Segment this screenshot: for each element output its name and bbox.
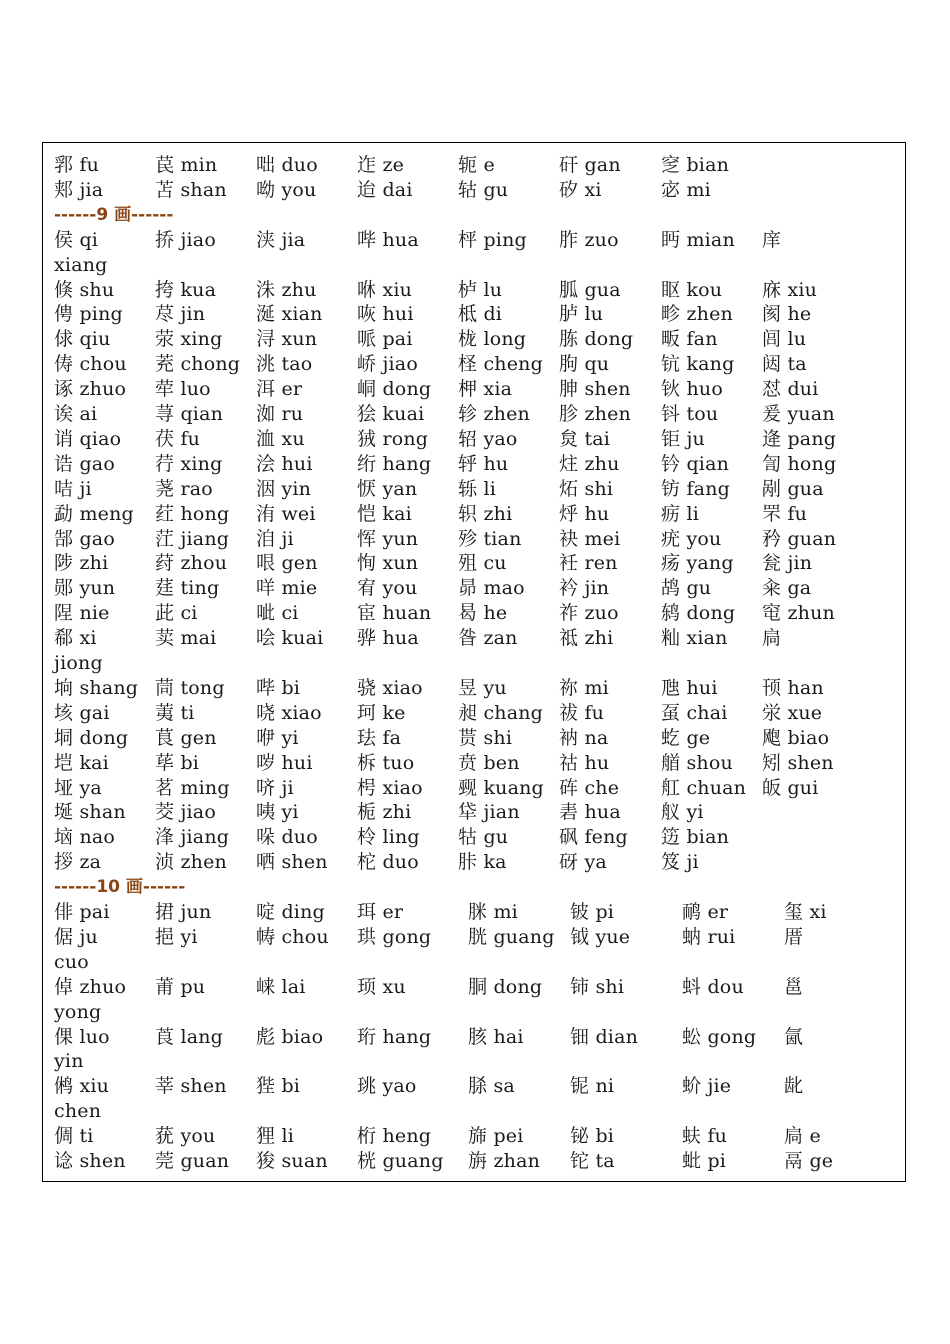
char-entry: 帱 chou [256,925,329,948]
char-entry: 荑 ti [155,701,195,724]
char-entry: 恺 kai [357,502,412,525]
char-entry: 荨 qian [155,403,224,425]
char-entry: 哜 ji [256,776,294,799]
char-entry: 疬 li [661,502,699,525]
char-entry: 铈 shi [570,975,625,998]
char-entry: 宦 huan [357,602,432,625]
char-entry: 轵 zhi [458,502,513,525]
char-entry: 砉 hua [559,801,621,824]
char-entry: 俅 qiu [54,328,111,351]
char-entry: 咭 ji [54,477,92,500]
char-entry: 茭 jiao [155,801,216,824]
char-entry: 郏 jia [54,178,104,201]
char-entry: 贳 shi [458,726,513,749]
char-entry: 朐 qu [559,353,610,376]
char-entry: 訇 hong [762,452,837,475]
char-entry: 栀 zhi [357,801,412,824]
char-entry: 咴 hui [357,303,414,326]
char-entry: 莨 lang [155,1025,224,1048]
char-entry: 畈 fan [661,328,718,351]
char-entry: 哕 hui [256,751,313,774]
char-entry: 贲 ben [458,751,520,774]
char-entry: 胴 dong [468,975,543,998]
char-entry: 挎 kua [155,278,217,301]
char-entry: 轸 zhen [458,403,530,425]
char-entry: 茺 chong [155,353,241,376]
char-entry: 衿 jin [559,577,610,600]
char-entry: 捃 jun [155,901,212,923]
char-entry: 浲 jiang [155,826,230,849]
char-entry: 衽 ren [559,552,618,575]
char-entry: 牯 gu [458,826,509,849]
char-entry: 阂 he [762,303,812,326]
char-entry: 拶 za [54,851,102,874]
char-entry: 爰 yuan [762,403,835,425]
char-entry: 胱 guang [468,925,555,948]
char-entry: 鸫 dong [661,602,736,625]
char-entry: 厝 [784,925,804,948]
char-entry: 珥 er [357,901,404,923]
char-entry: 陧 nie [54,602,110,625]
char-entry: 咄 duo [256,154,318,176]
char-entry: 泶 xue [762,701,823,724]
char-entry: 茈 ci [155,602,198,625]
char-entry: 狨 rong [357,427,429,450]
char-entry: 栌 lu [458,278,503,301]
char-entry: 钭 tou [661,403,719,425]
char-entry: 蚨 fu [682,1125,728,1148]
char-entry: 浃 jia [256,228,306,251]
char-entry: 胨 dong [559,328,634,351]
char-entry: 扃 e [784,1125,821,1148]
char-entry: 闾 lu [762,328,807,351]
char-entry: 洧 wei [256,502,316,525]
char-entry: 茯 fu [155,427,201,450]
char-entry: 衲 na [559,726,609,749]
char-entry: 骅 hua [357,627,419,650]
char-entry: 庠 [762,228,782,251]
char-entry: 茳 jiang [155,527,230,550]
char-entry: 炱 tai [559,427,611,450]
char-entry: 顸 han [762,676,824,699]
char-entry: 逄 pang [762,427,837,450]
char-entry: 飑 biao [762,726,830,749]
char-entry: 珐 fa [357,726,402,749]
char-entry: 勐 meng [54,502,134,525]
char-entry: 砗 che [559,776,620,799]
char-entry: 桄 guang [357,1150,444,1172]
char-entry: 陟 zhi [54,552,109,575]
char-entry: 钺 yue [570,925,631,948]
char-entry: 洱 er [256,378,303,401]
char-entry: 垌 dong [54,726,129,749]
char-entry: 荮 zhou [155,552,228,575]
char-entry: 枰 ping [458,228,527,251]
char-entry: 砑 ya [559,851,607,874]
char-entry: 柢 di [458,303,503,326]
char-entry: 觋 kuang [458,776,544,799]
char-entry: 荭 hong [155,502,230,525]
char-entry: 涎 xian [256,303,323,326]
char-entry: 矸 gan [559,154,621,176]
char-entry: 蚍 pi [682,1150,727,1172]
char-entry: 轺 yao [458,427,518,450]
char-entry: 垧 shang [54,676,139,699]
char-entry: 埏 shan [54,801,126,824]
char-entry: 旃 zhan [468,1150,541,1172]
char-entry: 氤 [784,1025,804,1048]
char-entry: 扃 [762,627,782,650]
char-entry: 莘 shen [155,1075,227,1098]
char-entry: 诶 ai [54,403,98,425]
char-entry: 矜 guan [762,527,837,550]
stroke-heading-10: ------10 画------ [54,877,186,898]
char-entry: 铊 ta [570,1150,615,1172]
char-entry: 畛 zhen [661,303,733,326]
char-entry: 哏 gen [256,552,318,575]
char-entry: 袂 mei [559,527,621,550]
char-entry: 珧 yao [357,1075,417,1098]
char-entry: 莆 pu [155,975,206,998]
char-entry: xiang [54,253,108,276]
char-entry: 昶 chang [458,701,544,724]
char-entry: 哔 hua [357,228,419,251]
char-entry: 窀 zhun [762,602,835,625]
char-entry: 钤 qian [661,452,730,475]
char-entry: 莞 guan [155,1150,230,1172]
char-entry: 挢 jiao [155,228,216,251]
char-entry: 砜 feng [559,826,628,849]
char-entry: 剐 gua [762,477,824,500]
char-entry: 俳 pai [54,901,110,923]
char-entry: 珙 gong [357,925,432,948]
char-entry: 籼 xian [661,627,728,650]
char-entry: 轭 e [458,154,495,176]
char-entry: 庥 xiu [762,278,818,301]
char-entry: 怼 dui [762,378,819,401]
char-entry: 轱 gu [458,178,509,201]
char-entry: 彪 biao [256,1025,324,1048]
char-entry: 舣 yi [661,801,704,824]
char-entry: 哔 bi [256,676,301,699]
char-entry: 虿 chai [661,701,728,724]
char-entry: 洫 xu [256,427,305,450]
stroke-heading-9: ------9 画------ [54,204,174,225]
char-entry: 眍 kou [661,278,723,301]
char-entry: 挹 yi [155,925,198,948]
char-entry: 昝 zan [458,627,518,650]
char-entry: 鸺 xiu [54,1075,110,1098]
char-entry: 垭 ya [54,776,102,799]
char-entry: 邕 [784,975,804,998]
char-entry: 茗 ming [155,776,230,799]
char-entry: 鬲 ge [784,1150,834,1172]
char-entry: 罘 fu [762,502,808,525]
char-entry: 龀 [784,1075,804,1098]
char-entry: 侯 qi [54,228,99,251]
char-entry: 茛 gen [155,726,217,749]
char-entry: 铍 pi [570,901,615,923]
char-entry: 珩 hang [357,1025,432,1048]
char-entry: 哌 pai [357,328,413,351]
char-entry: 荛 rao [155,477,213,500]
char-entry: 哚 duo [256,826,318,849]
char-entry: 昱 yu [458,676,507,699]
char-entry: 迨 dai [357,178,413,201]
char-entry: 浈 zhen [155,851,227,874]
char-entry: 旆 pei [468,1125,524,1148]
char-entry: 哙 kuai [256,627,324,650]
char-entry: 祚 zuo [559,602,619,625]
char-entry: 柽 cheng [458,353,543,376]
char-entry: cuo [54,950,89,973]
char-entry: 胙 zuo [559,228,619,251]
char-entry: 艏 shou [661,751,733,774]
char-entry: 谂 shen [54,1150,126,1172]
char-entry: 宓 mi [661,178,711,201]
char-entry: 恂 xun [357,552,419,575]
char-entry: 荜 bi [155,751,200,774]
char-entry: 眄 mian [661,228,735,251]
char-entry: 舡 chuan [661,776,747,799]
char-entry: 祗 zhi [559,627,614,650]
char-entry: 蚣 gong [682,1025,757,1048]
char-entry: 脒 mi [468,901,518,923]
char-entry: 柃 ling [357,826,420,849]
char-entry: 俜 ping [54,303,123,326]
char-entry: 莛 ting [155,577,220,600]
char-entry: 浔 xun [256,328,318,351]
char-entry: 矧 shen [762,751,834,774]
char-entry: 呲 ci [256,602,299,625]
char-entry: 郧 yun [54,577,116,600]
char-entry: 呦 you [256,178,317,201]
char-entry: 籴 ga [762,577,812,600]
char-entry: 铌 ni [570,1075,615,1098]
char-entry: 桁 heng [357,1125,432,1148]
char-entry: jiong [54,652,103,674]
char-entry: 珂 ke [357,701,406,724]
char-entry: 茼 tong [155,676,225,699]
char-entry: 倨 ju [54,925,98,948]
char-entry: 皈 gui [762,776,819,799]
char-entry: 烀 hu [559,502,610,525]
char-entry: 笈 ji [661,851,699,874]
char-entry: 曷 he [458,602,508,625]
char-entry: 鸪 gu [661,577,712,600]
char-entry: 崃 lai [256,975,306,998]
char-entry: 倮 luo [54,1025,110,1048]
char-entry: 祢 mi [559,676,609,699]
char-entry: 骁 xiao [357,676,423,699]
char-entry: 莸 you [155,1125,216,1148]
char-entry: 疡 yang [661,552,734,575]
char-entry: 柁 duo [357,851,419,874]
char-entry: 殄 tian [458,527,522,550]
char-entry: 苠 min [155,154,218,176]
char-entry: 狯 kuai [357,403,425,425]
char-entry: 咿 yi [256,726,299,749]
char-entry: 荦 luo [155,378,211,401]
char-entry: 祓 fu [559,701,605,724]
char-entry: 洙 zhu [256,278,317,301]
char-entry: 蚧 jie [682,1075,732,1098]
char-entry: 恹 yan [357,477,418,500]
char-entry: 荥 xing [155,328,223,351]
char-entry: 洎 ji [256,527,294,550]
char-entry: 脎 sa [468,1075,515,1098]
char-entry: 倏 shu [54,278,115,301]
char-entry: 峒 dong [357,378,432,401]
char-entry: 洇 yin [256,477,312,500]
char-entry: 胩 ka [458,851,507,874]
char-entry: 啶 ding [256,901,325,923]
char-entry: 诼 zhuo [54,378,127,401]
char-entry: 炷 zhu [559,452,620,475]
char-entry: 荩 jin [155,303,206,326]
char-entry: 峤 jiao [357,353,418,376]
char-entry: 疣 you [661,527,722,550]
char-entry: 哂 shen [256,851,328,874]
char-entry: 倜 ti [54,1125,94,1148]
char-entry: 胲 hai [468,1025,524,1048]
char-entry: 殂 cu [458,552,507,575]
char-entry: 轹 li [458,477,496,500]
char-entry: 窆 bian [661,154,730,176]
char-entry: 虺 hui [661,676,718,699]
char-entry: 轷 hu [458,452,509,475]
char-entry: 咩 mie [256,577,318,600]
char-entry: 钜 ju [661,427,705,450]
char-entry: 钬 huo [661,378,723,401]
char-entry: 郜 gao [54,527,115,550]
char-entry: 胪 lu [559,303,604,326]
char-entry: chen [54,1100,102,1123]
char-entry: 浍 hui [256,452,313,475]
char-entry: 胍 gua [559,278,621,301]
char-entry: 垲 kai [54,751,109,774]
char-entry: 钿 dian [570,1025,639,1048]
char-entry: 迮 ze [357,154,405,176]
char-entry: 闼 ta [762,353,807,376]
char-entry: 顼 xu [357,975,406,998]
char-entry: 洳 ru [256,403,304,425]
char-entry: 栊 long [458,328,527,351]
char-entry: 柙 xia [458,378,513,401]
char-entry: 钪 kang [661,353,735,376]
char-entry: 狸 li [256,1125,294,1148]
char-entry: 俦 chou [54,353,127,376]
char-entry: 咦 yi [256,801,299,824]
char-entry: yong [54,1000,102,1023]
char-entry: 祜 hu [559,751,610,774]
char-entry: 瓮 jin [762,552,813,575]
char-entry: 蚋 rui [682,925,736,948]
char-entry: 洮 tao [256,353,313,376]
char-entry: 矽 xi [559,178,602,201]
char-entry: 绗 hang [357,452,432,475]
char-entry: 胂 shen [559,378,631,401]
char-entry: 铋 bi [570,1125,615,1148]
char-entry: 虼 ge [661,726,711,749]
char-entry: 钫 fang [661,477,730,500]
char-entry: 蚪 dou [682,975,744,998]
char-entry: 荇 xing [155,452,223,475]
char-entry: 狴 bi [256,1075,301,1098]
char-entry: 玺 xi [784,901,827,923]
char-entry: 哓 xiao [256,701,322,724]
char-entry: 恽 yun [357,527,419,550]
char-entry: 宥 you [357,577,418,600]
char-entry: 咻 xiu [357,278,413,301]
char-entry: 苫 shan [155,178,227,201]
char-entry: 诰 gao [54,452,115,475]
char-entry: 牮 jian [458,801,520,824]
char-entry: 枵 xiao [357,776,423,799]
char-entry: 胗 zhen [559,403,631,425]
char-entry: 荬 mai [155,627,217,650]
char-entry: yin [54,1050,84,1073]
char-entry: 倬 zhuo [54,975,127,998]
char-entry: 垴 nao [54,826,116,849]
char-entry: 郛 fu [54,154,100,176]
char-entry: 郗 xi [54,627,97,650]
char-entry: 鸸 er [682,901,729,923]
char-entry: 垓 gai [54,701,110,724]
char-entry: 炻 shi [559,477,614,500]
char-entry: 诮 qiao [54,427,122,450]
char-entry: 昴 mao [458,577,525,600]
char-entry: 笾 bian [661,826,730,849]
char-entry: 狻 suan [256,1150,328,1172]
char-entry: 柝 tuo [357,751,415,774]
